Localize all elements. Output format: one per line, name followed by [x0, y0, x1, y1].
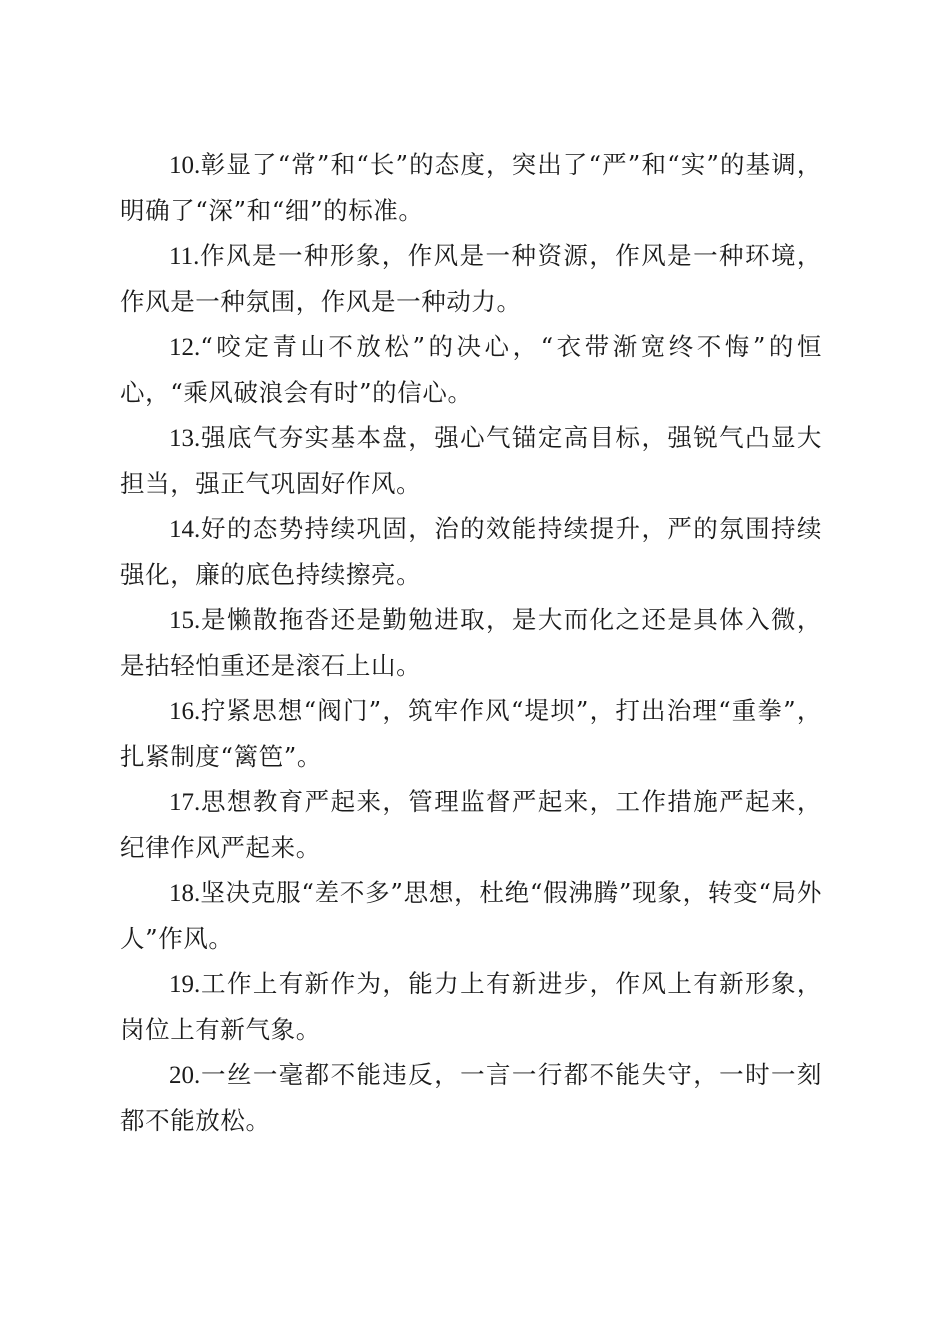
list-item	[120, 415, 822, 506]
item-number: 17.	[169, 789, 201, 816]
list-item	[120, 597, 822, 688]
item-number: 20.	[169, 1062, 201, 1089]
item-number: 13.	[169, 425, 201, 452]
item-text: 思想教育严起来，管理监督严起来，工作措施严起来，纪律作风严起来。	[120, 787, 822, 862]
item-text: 好的态势持续巩固，治的效能持续提升，严的氛围持续强化，廉的底色持续擦亮。	[120, 514, 822, 589]
list-item	[120, 1052, 822, 1143]
item-text: 是懒散拖沓还是勤勉进取，是大而化之还是具体入微，是拈轻怕重还是滚石上山。	[120, 605, 822, 680]
item-text: 彰显了“常”和“长”的态度，突出了“严”和“实”的基调，明确了“深”和“细”的标准。	[120, 150, 822, 225]
item-number: 11.	[169, 243, 200, 270]
list-item	[120, 233, 822, 324]
list-item	[120, 324, 822, 415]
item-number: 19.	[169, 971, 201, 998]
item-number: 15.	[169, 607, 201, 634]
item-text: 工作上有新作为，能力上有新进步，作风上有新形象，岗位上有新气象。	[120, 969, 822, 1044]
item-number: 12.	[169, 334, 201, 361]
document-body	[120, 142, 822, 1143]
list-item	[120, 961, 822, 1052]
item-number: 14.	[169, 516, 201, 543]
item-number: 16.	[169, 698, 201, 725]
list-item	[120, 870, 822, 961]
list-item	[120, 779, 822, 870]
item-text: 作风是一种形象，作风是一种资源，作风是一种环境，作风是一种氛围，作风是一种动力。	[120, 241, 822, 316]
item-text: 拧紧思想“阀门”，筑牢作风“堤坝”，打出治理“重拳”，扎紧制度“篱笆”。	[120, 696, 822, 771]
list-item	[120, 142, 822, 233]
item-text: 强底气夯实基本盘，强心气锚定高目标，强锐气凸显大担当，强正气巩固好作风。	[120, 423, 822, 498]
item-text: 坚决克服“差不多”思想，杜绝“假沸腾”现象，转变“局外人”作风。	[120, 878, 822, 953]
item-text: “咬定青山不放松”的决心，“衣带渐宽终不悔”的恒心，“乘风破浪会有时”的信心。	[120, 332, 822, 407]
item-number: 10.	[169, 152, 201, 179]
list-item	[120, 688, 822, 779]
item-text: 一丝一毫都不能违反，一言一行都不能失守，一时一刻都不能放松。	[120, 1060, 822, 1135]
list-item	[120, 506, 822, 597]
item-number: 18.	[169, 880, 201, 907]
